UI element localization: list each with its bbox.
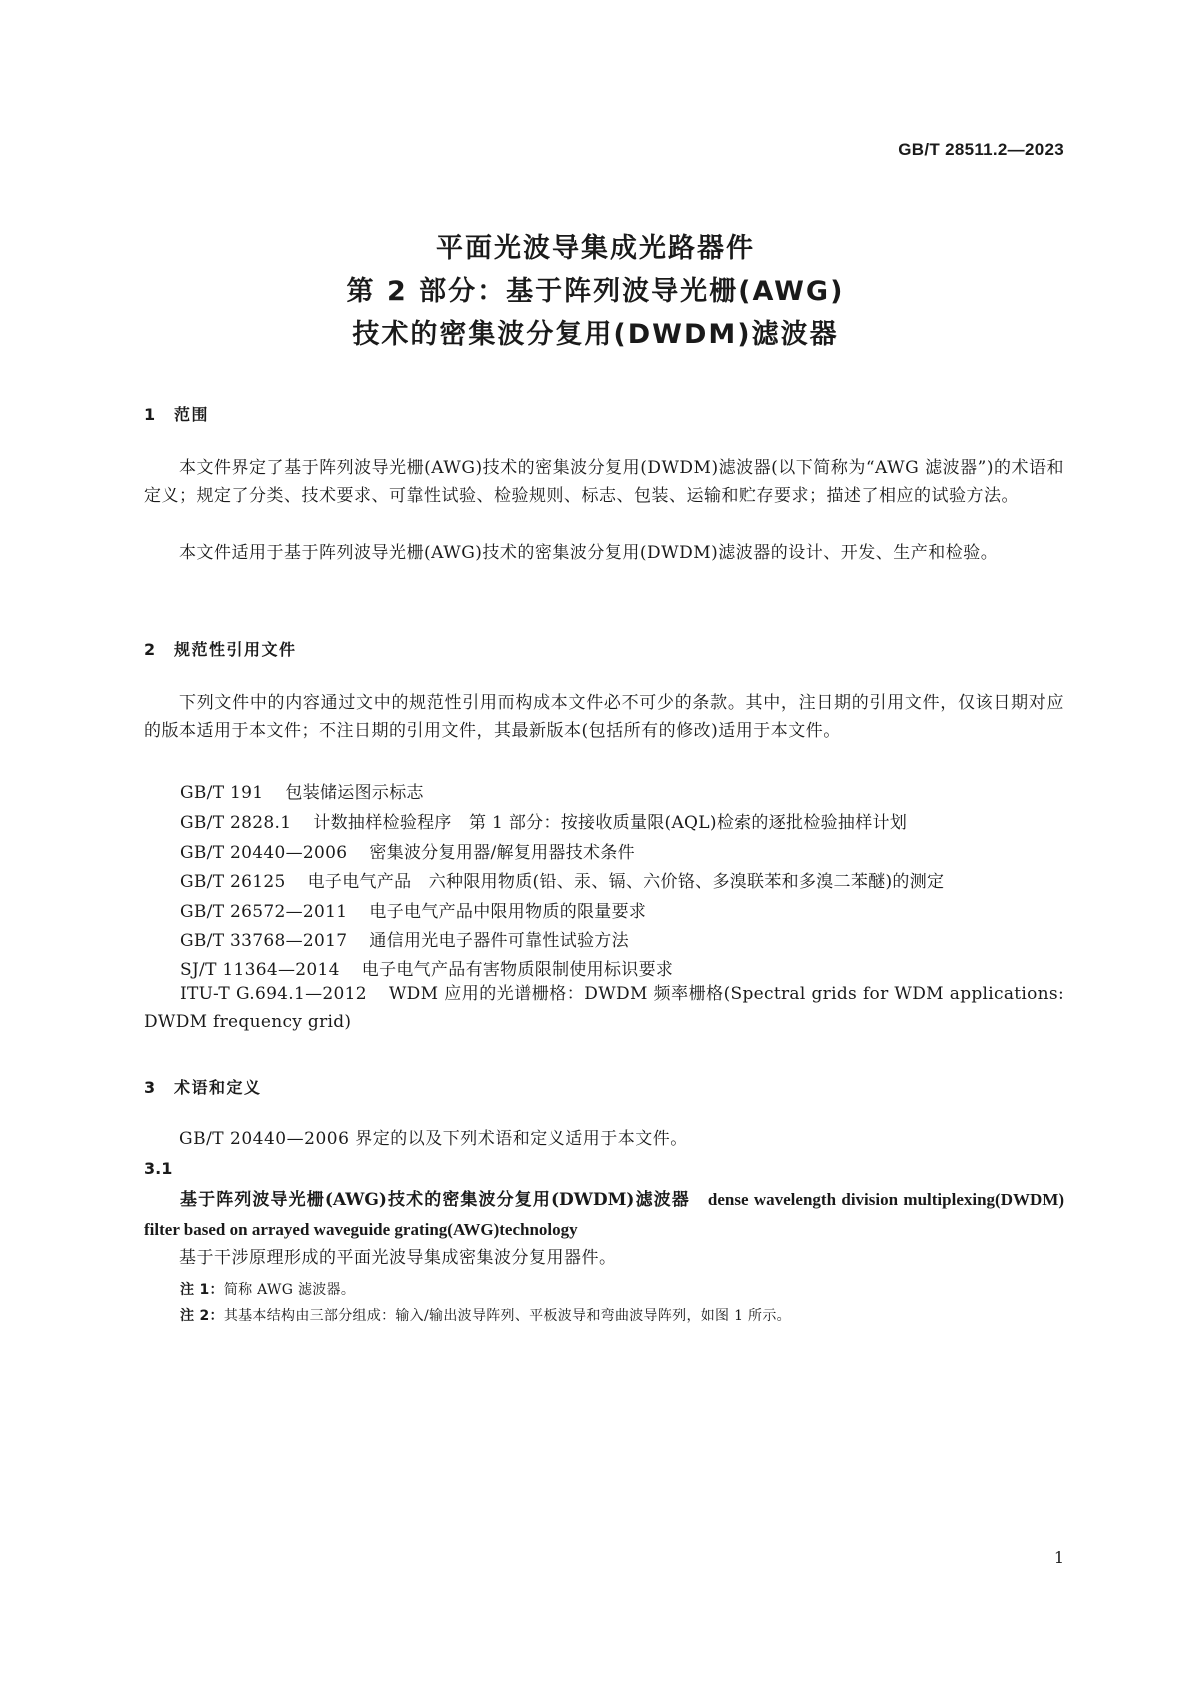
reference-code: GB/T 33768—2017 <box>180 931 348 951</box>
reference-item <box>180 926 629 951</box>
section-title: 术语和定义 <box>174 1078 262 1097</box>
reference-title: 计数抽样检验程序 第 1 部分：按接收质量限(AQL)检索的逐批检验抽样计划 <box>313 813 908 833</box>
note-label: 注 2： <box>180 1308 224 1324</box>
term-english: dense wavelength division multiplexing(DWDM) filter based on arrayed waveguide grating(AWG)technology <box>144 1190 1064 1239</box>
section-number: 1 <box>144 405 156 424</box>
reference-title: 电子电气产品 六种限用物质(铅、汞、镉、六价铬、多溴联苯和多溴二苯醚)的测定 <box>307 872 945 892</box>
term-chinese: 基于阵列波导光栅(AWG)技术的密集波分复用(DWDM)滤波器 <box>180 1190 690 1210</box>
reference-title: 电子电气产品中限用物质的限量要求 <box>369 902 647 922</box>
note-text: 其基本结构由三部分组成：输入/输出波导阵列、平板波导和弯曲波导阵列，如图 1 所示。 <box>223 1308 791 1324</box>
reference-item <box>180 808 907 833</box>
page-number: 1 <box>1053 1548 1064 1567</box>
reference-code: SJ/T 11364—2014 <box>180 960 340 980</box>
reference-title: 密集波分复用器/解复用器技术条件 <box>369 843 635 863</box>
term-number: 3.1 <box>144 1159 173 1178</box>
scope-paragraph-1: 本文件界定了基于阵列波导光栅(AWG)技术的密集波分复用(DWDM)滤波器(以下简称为“AWG 滤波器”)的术语和定义；规定了分类、技术要求、可靠性试验、检验规则、标志、包装、运输和贮存要求；描述了相应的试验方法。 <box>144 458 1064 506</box>
section-title: 范围 <box>174 405 210 424</box>
document-title-line-3: 技术的密集波分复用(DWDM)滤波器 <box>352 319 839 350</box>
document-title-line-2: 第 2 部分：基于阵列波导光栅(AWG) <box>346 276 845 307</box>
section-heading-scope <box>144 402 209 425</box>
section-title: 规范性引用文件 <box>174 640 297 659</box>
term-entry <box>144 1185 1064 1245</box>
note-label: 注 1： <box>180 1282 224 1298</box>
note-text: 简称 AWG 滤波器。 <box>223 1282 356 1298</box>
terms-intro: GB/T 20440—2006 界定的以及下列术语和定义适用于本文件。 <box>179 1129 688 1149</box>
reference-item <box>180 778 424 803</box>
reference-title: WDM 应用的光谱栅格：DWDM 频率栅格(Spectral grids for WDM applications: DWDM frequency grid) <box>144 984 1064 1032</box>
note-item <box>180 1305 791 1325</box>
standard-number: GB/T 28511.2—2023 <box>898 140 1064 159</box>
references-intro: 下列文件中的内容通过文中的规范性引用而构成本文件必不可少的条款。其中，注日期的引用文件，仅该日期对应的版本适用于本文件；不注日期的引用文件，其最新版本(包括所有的修改)适用于本文件。 <box>144 693 1064 741</box>
reference-title: 包装储运图示标志 <box>285 783 424 803</box>
reference-item <box>144 980 1064 1036</box>
section-number: 3 <box>144 1078 156 1097</box>
section-heading-terms-and-definitions <box>144 1075 262 1098</box>
reference-code: GB/T 26572—2011 <box>180 902 348 922</box>
term-definition: 基于干涉原理形成的平面光波导集成密集波分复用器件。 <box>179 1248 617 1268</box>
reference-code: GB/T 2828.1 <box>180 813 292 833</box>
reference-item <box>180 838 635 863</box>
reference-item <box>180 867 944 892</box>
reference-title: 通信用光电子器件可靠性试验方法 <box>369 931 629 951</box>
reference-code: GB/T 20440—2006 <box>180 843 348 863</box>
reference-code: GB/T 191 <box>180 783 264 803</box>
section-number: 2 <box>144 640 156 659</box>
reference-code: ITU-T G.694.1—2012 <box>180 984 367 1004</box>
scope-paragraph-2: 本文件适用于基于阵列波导光栅(AWG)技术的密集波分复用(DWDM)滤波器的设计、开发、生产和检验。 <box>179 543 999 563</box>
reference-title: 电子电气产品有害物质限制使用标识要求 <box>361 960 674 980</box>
reference-item <box>180 897 646 922</box>
document-title-line-1: 平面光波导集成光路器件 <box>436 233 755 264</box>
reference-item <box>180 955 673 980</box>
section-heading-normative-references <box>144 637 297 660</box>
reference-code: GB/T 26125 <box>180 872 286 892</box>
note-item <box>180 1279 355 1299</box>
